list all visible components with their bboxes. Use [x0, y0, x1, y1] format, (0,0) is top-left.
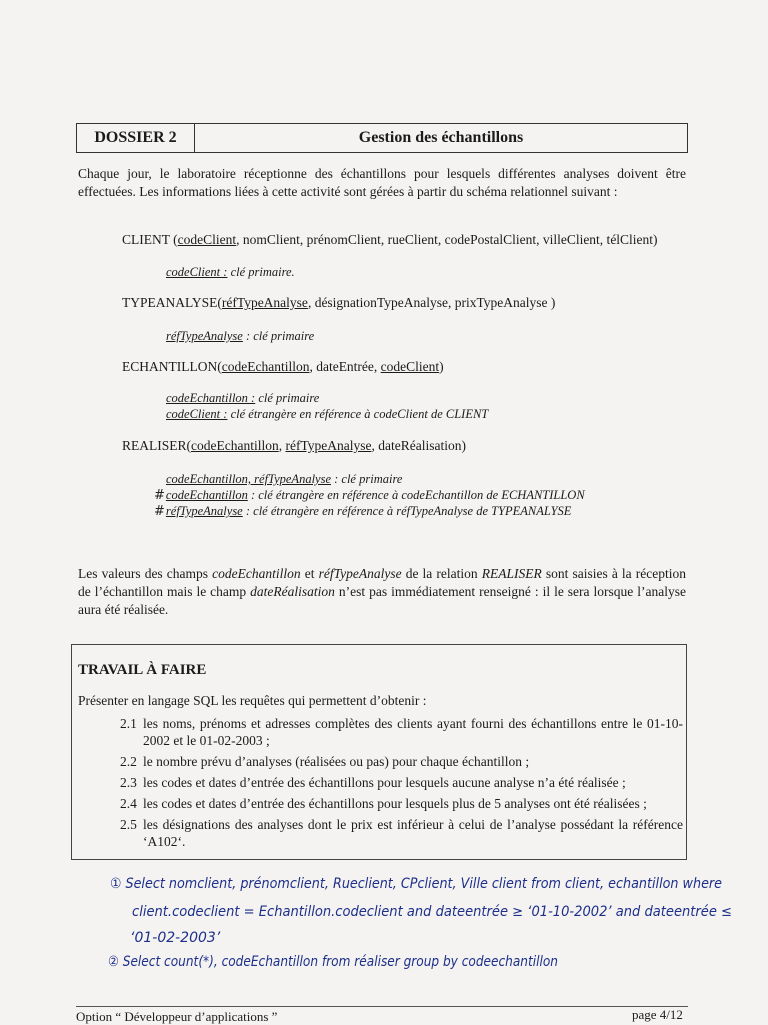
task-intro: Présenter en langage SQL les requêtes qui permettent d’obtenir : [78, 693, 427, 708]
note-text: : clé étrangère en référence à codeEchantillon de ECHANTILLON [247, 488, 585, 502]
relation-echantillon [122, 358, 444, 376]
note-echantillon-pk [166, 390, 319, 406]
field-name: dateRéalisation [250, 584, 335, 599]
primary-key: codeClient [177, 232, 237, 247]
section-title: Gestion des échantillons [358, 129, 524, 146]
handwritten-hash-mark: # [154, 504, 165, 519]
task-number: 2.2 [120, 754, 137, 769]
task-number: 2.1 [120, 716, 137, 731]
text: n’est pas immédiatement renseigné : il le sera lorsque l’analyse aura été réalisée. [78, 584, 686, 617]
handwriting-line: ② Select count(*), codeEchantillon from réaliser group by codeechantillon [108, 954, 558, 970]
handwritten-hash-mark: # [154, 488, 165, 503]
handwriting-line: ① Select nomclient, prénomclient, Rueclient, CPclient, Ville client from client, echantillon where [110, 876, 722, 892]
handwritten-answers [96, 862, 736, 977]
text: Les valeurs des champs [78, 566, 213, 581]
text: et [300, 566, 319, 581]
note-client-pk [166, 264, 295, 280]
relation-attributes: , dateRéalisation) [371, 438, 466, 453]
note-typeanalyse-pk [166, 328, 314, 344]
note-text: clé étrangère en référence à codeClient de CLIENT [227, 407, 489, 421]
bleed-through-ink [169, 17, 730, 107]
task-item [120, 715, 683, 749]
foreign-key: codeClient [380, 359, 440, 374]
task-text: le nombre prévu d’analyses (réalisées ou pas) pour chaque échantillon ; [143, 754, 530, 769]
relation-name: REALISER( [122, 438, 191, 453]
primary-key: réfTypeAnalyse [221, 295, 308, 310]
explanation-paragraph [78, 565, 686, 619]
task-item [120, 774, 683, 791]
note-field: codeClient : [166, 265, 228, 279]
task-text: les désignations des analyses dont le prix est inférieur à celui de l’analyse possédant la référence ‘A102‘. [143, 817, 683, 849]
handwriting-line: ‘01-02-2003’ [130, 930, 221, 946]
relation-name: REALISER [481, 566, 542, 581]
note-text: clé primaire. [227, 265, 295, 279]
text: sont saisies à la réception de l’échantillon mais le champ [78, 566, 687, 599]
note-realiser-pk [166, 471, 402, 487]
note-field: réfTypeAnalyse [165, 504, 243, 518]
note-realiser-fk2 [154, 503, 572, 520]
field-name: réfTypeAnalyse [318, 566, 402, 581]
task-item [120, 816, 683, 850]
relation-attributes: , nomClient, prénomClient, rueClient, codePostalClient, villeClient, télClient) [236, 232, 658, 247]
relation-close: ) [439, 359, 444, 374]
footer-option: Option “ Développeur d’applications ” [76, 1009, 278, 1024]
task-title: TRAVAIL À FAIRE [78, 662, 207, 678]
relation-attributes: , dateEntrée, [309, 359, 381, 374]
relation-client: CLIENT (codeClient, nomClient, prénomClient, rueClient, codePostalClient, villeClient, télClient) [122, 232, 658, 247]
page-number: page 4/12 [632, 1007, 683, 1022]
relation-typeanalyse [122, 294, 555, 312]
relation-name: CLIENT [122, 232, 170, 247]
note-text: clé primaire [255, 391, 320, 405]
relation-name: TYPEANALYSE( [122, 295, 222, 310]
note-field: codeEchantillon, réfTypeAnalyse [166, 472, 331, 486]
note-text: : clé primaire [242, 329, 315, 343]
task-text: les codes et dates d’entrée des échantillons pour lesquels plus de 5 analyses ont été réalisées ; [143, 796, 647, 811]
footer-rule [76, 1006, 688, 1007]
task-list [120, 715, 683, 854]
note-field: codeEchantillon [165, 488, 248, 502]
task-item [120, 795, 683, 812]
dossier-label: DOSSIER 2 [77, 124, 195, 152]
note-text: : clé primaire [331, 472, 403, 486]
handwriting-line: client.codeclient = Echantillon.codeclient and dateentrée ≥ ‘01-10-2002’ and dateentrée ≤ [132, 904, 732, 920]
task-box [71, 644, 687, 860]
separator: , [278, 438, 286, 453]
primary-key-2: réfTypeAnalyse [285, 438, 372, 453]
task-number: 2.5 [120, 817, 137, 832]
section-header [76, 123, 688, 153]
primary-key: codeEchantillon [221, 359, 310, 374]
task-text: les noms, prénoms et adresses complètes des clients ayant fourni des échantillons entre le 01-10-2002 et le 01-02-2003 ; [143, 716, 683, 748]
task-text: les codes et dates d’entrée des échantillons pour lesquels aucune analyse n’a été réalisée ; [143, 775, 626, 790]
note-realiser-fk1 [154, 487, 585, 504]
note-field: réfTypeAnalyse [166, 329, 243, 343]
task-number: 2.4 [120, 796, 137, 811]
task-item [120, 753, 683, 770]
note-echantillon-fk [166, 406, 488, 422]
relation-realiser [122, 437, 466, 455]
relation-name: ECHANTILLON( [122, 359, 222, 374]
note-field: codeClient : [166, 407, 228, 421]
intro-paragraph: Chaque jour, le laboratoire réceptionne des échantillons pour lesquels différentes analyses doivent être effectuées. Les informations liées à cette activité sont gérées à partir du schéma relationnel suivant : [78, 166, 686, 199]
field-name: codeEchantillon [212, 566, 301, 581]
note-field: codeEchantillon : [166, 391, 256, 405]
primary-key-1: codeEchantillon [191, 438, 279, 453]
task-number: 2.3 [120, 775, 137, 790]
relation-attributes: , désignationTypeAnalyse, prixTypeAnalyse ) [307, 295, 556, 310]
note-text: : clé étrangère en référence à réfTypeAnalyse de TYPEANALYSE [242, 504, 572, 518]
text: de la relation [401, 566, 482, 581]
